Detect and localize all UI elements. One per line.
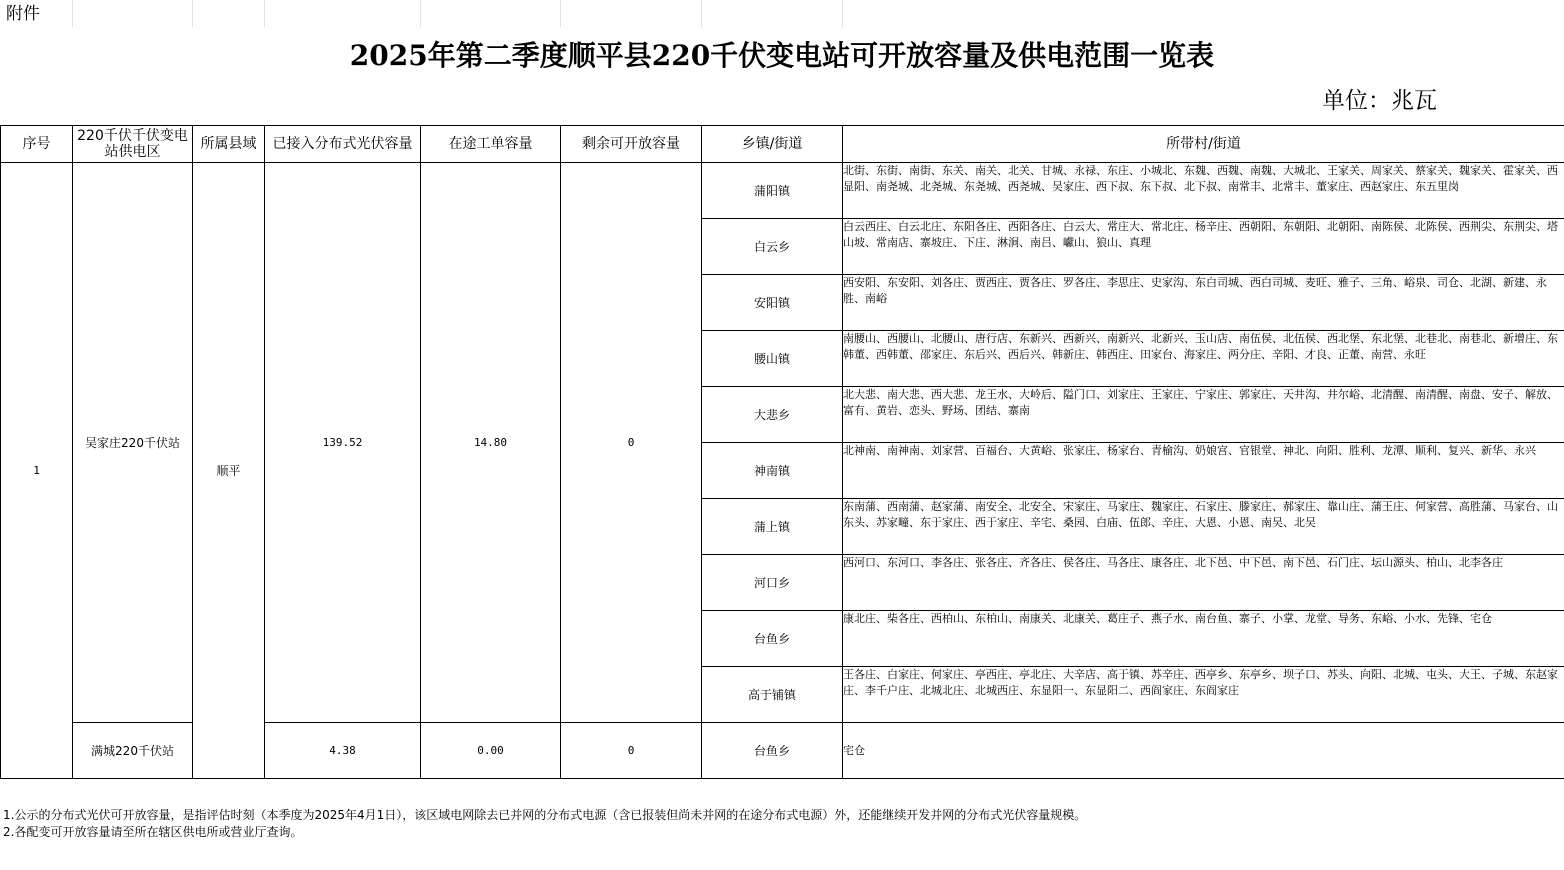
villages-cell: 王各庄、白家庄、何家庄、亭西庄、亭北庄、大辛店、高于镇、苏辛庄、西亭乡、东亭乡、坝子口、苏头、向阳、北城、屯头、大王、子城、东赵家庄、李千户庄、北城北庄、北城西庄、东显阳一、东显阳二、西阎家庄、东阎家庄	[843, 667, 1564, 723]
town-cell: 大悲乡	[702, 387, 843, 443]
villages-cell: 宅仓	[843, 723, 1564, 779]
header-area: 220千伏千伏变电站供电区	[73, 126, 193, 163]
town-cell: 台鱼乡	[702, 611, 843, 667]
station-name-cell: 吴家庄220千伏站	[73, 163, 193, 723]
villages-cell: 北大悲、南大悲、西大悲、龙王水、大岭后、隘门口、刘家庄、王家庄、宁家庄、郭家庄、天井沟、井尔峪、北清醒、南清醒、南盘、安子、解放、富有、黄岩、恋头、野场、团结、寨南	[843, 387, 1564, 443]
villages-cell: 白云西庄、白云北庄、东阳各庄、西阳各庄、白云大、常庄大、常北庄、杨辛庄、西朝阳、东朝阳、北朝阳、南陈侯、北陈侯、西荆尖、东荆尖、塔山坡、常南店、寨坡庄、下庄、淋涧、南吕、巘山、狼山、真理	[843, 219, 1564, 275]
town-cell: 白云乡	[702, 219, 843, 275]
villages-cell: 康北庄、柴各庄、西柏山、东柏山、南康关、北康关、葛庄子、燕子水、南台鱼、寨子、小掌、龙堂、导务、东峪、小水、先锋、宅仓	[843, 611, 1564, 667]
header-town: 乡镇/街道	[702, 126, 843, 163]
villages-cell: 北街、东街、南街、东关、南关、北关、甘城、永禄、东庄、小城北、东魏、西魏、南魏、大城北、王家关、周家关、蔡家关、魏家关、霍家关、西显阳、南尧城、北尧城、东尧城、西尧城、吴家庄、西下叔、东下叔、北下叔、南常丰、北常丰、董家庄、西赵家庄、东五里岗	[843, 163, 1564, 219]
town-cell: 蒲上镇	[702, 499, 843, 555]
header-villages: 所带村/街道	[843, 126, 1564, 163]
table-row	[1, 163, 1564, 219]
villages-cell: 东南蒲、西南蒲、赵家蒲、南安全、北安全、宋家庄、马家庄、魏家庄、石家庄、滕家庄、郝家庄、靠山庄、蒲王庄、何家营、高胜蒲、马家台、山东头、苏家疃、东于家庄、西于家庄、辛宅、桑园、白庙、伍郎、辛庄、大恩、小恩、南吴、北吴	[843, 499, 1564, 555]
town-cell: 高于铺镇	[702, 667, 843, 723]
remaining-capacity-cell: 0	[561, 723, 702, 779]
footnote-1: 1.公示的分布式光伏可开放容量，是指评估时刻（本季度为2025年4月1日），该区域电网除去已并网的分布式电源（含已报装但尚未并网的在途分布式电源）外，还能继续开发并网的分布式光伏容量规模。	[3, 808, 1087, 822]
seq-cell: 1	[1, 163, 73, 779]
unit-label: 单位：兆瓦	[1322, 88, 1437, 114]
footnote-2: 2.各配变可开放容量请至所在辖区供电所或营业厅查询。	[3, 825, 303, 839]
pending-capacity-cell: 0.00	[421, 723, 561, 779]
villages-cell: 西安阳、东安阳、刘各庄、贾西庄、贾各庄、罗各庄、李思庄、史家沟、东白司城、西白司城、麦旺、雅子、三角、峪泉、司仓、北湖、新建、永胜、南峪	[843, 275, 1564, 331]
pending-capacity-cell: 14.80	[421, 163, 561, 723]
town-cell: 腰山镇	[702, 331, 843, 387]
town-cell: 神南镇	[702, 443, 843, 499]
header-connected: 已接入分布式光伏容量	[265, 126, 421, 163]
header-seq: 序号	[1, 126, 73, 163]
remaining-capacity-cell: 0	[561, 163, 702, 723]
attachment-label: 附件	[6, 4, 40, 24]
connected-capacity-cell: 4.38	[265, 723, 421, 779]
town-cell: 河口乡	[702, 555, 843, 611]
table-header-row	[1, 126, 1564, 163]
town-cell: 安阳镇	[702, 275, 843, 331]
villages-cell: 北神南、南神南、刘家营、百福台、大黄峪、张家庄、杨家台、青榆沟、奶娘宫、官银堂、神北、向阳、胜利、龙潭、顺利、复兴、新华、永兴	[843, 443, 1564, 499]
connected-capacity-cell: 139.52	[265, 163, 421, 723]
footnotes	[3, 807, 1086, 841]
header-pending: 在途工单容量	[421, 126, 561, 163]
villages-cell: 西河口、东河口、李各庄、张各庄、齐各庄、侯各庄、马各庄、康各庄、北下邑、中下邑、南下邑、石门庄、坛山源头、柏山、北李各庄	[843, 555, 1564, 611]
header-county: 所属县域	[193, 126, 265, 163]
town-cell: 蒲阳镇	[702, 163, 843, 219]
page-title: 2025年第二季度顺平县220千伏变电站可开放容量及供电范围一览表	[349, 39, 1215, 72]
station-name-cell: 满城220千伏站	[73, 723, 193, 779]
town-cell: 台鱼乡	[702, 723, 843, 779]
spreadsheet-top-row	[0, 0, 1564, 27]
villages-cell: 南腰山、西腰山、北腰山、唐行店、东新兴、西新兴、南新兴、北新兴、玉山店、南伍侯、北伍侯、西北堡、东北堡、北巷北、南巷北、新增庄、东韩董、西韩董、邵家庄、东后兴、西后兴、韩新庄、韩西庄、田家台、海家庄、两分庄、辛阳、才良、正董、南营、永旺	[843, 331, 1564, 387]
county-cell: 顺平	[193, 163, 265, 779]
header-remaining: 剩余可开放容量	[561, 126, 702, 163]
capacity-table	[0, 125, 1564, 779]
